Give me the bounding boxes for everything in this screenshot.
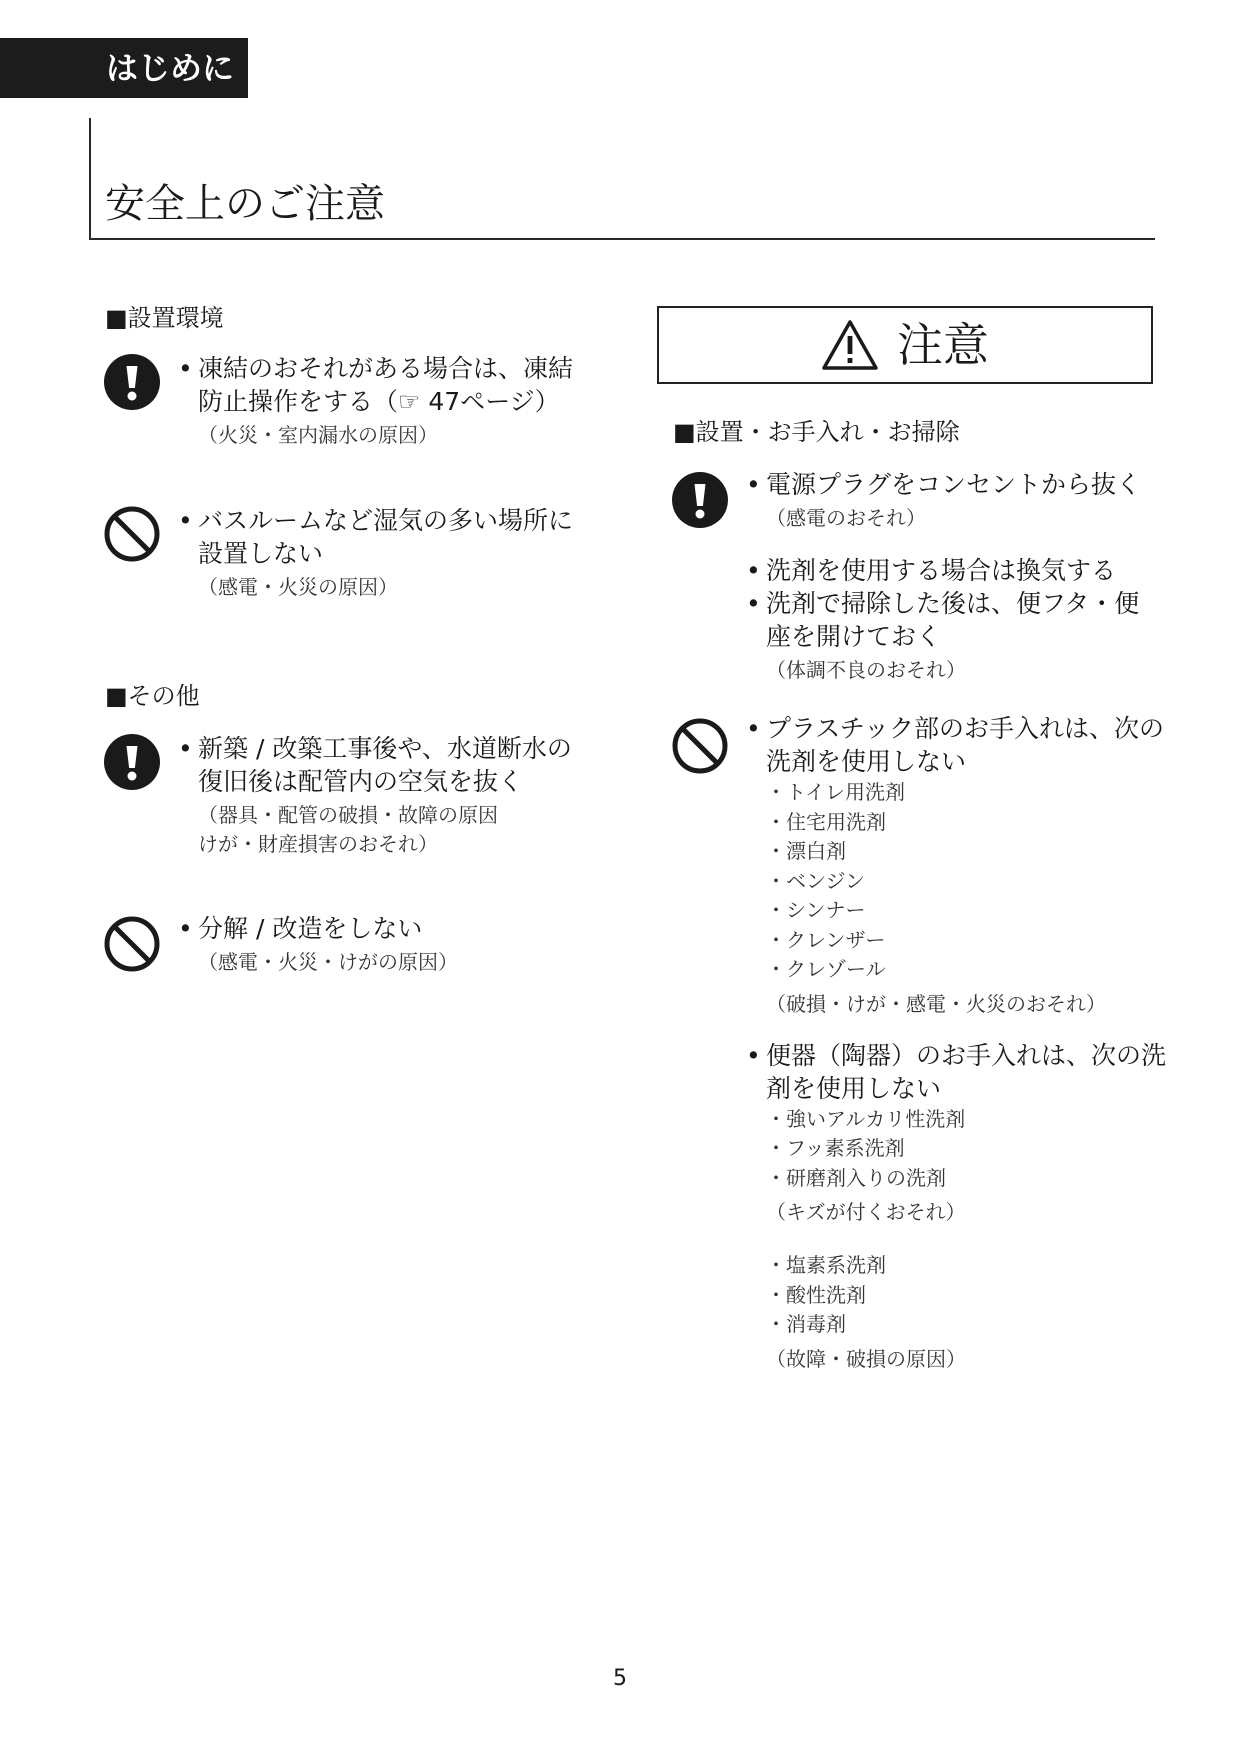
list-item: ・塩素系洗剤 xyxy=(766,1253,886,1277)
other-item-disassemble-note: （感電・火災・けがの原因） xyxy=(198,950,458,974)
page-title: 安全上のご注意 xyxy=(105,181,385,227)
title-vertical-rule xyxy=(89,118,91,240)
list-item: ・クレンザー xyxy=(766,927,886,952)
unplug-item: • 電源プラグをコンセントから抜く xyxy=(746,468,1166,501)
cleaning-group-prohibited xyxy=(746,712,1166,1374)
installation-item-freeze: • 凍結のおそれがある場合は、凍結 防止操作をする（☞ 47ページ） （火災・室内漏水の原因） xyxy=(178,352,598,450)
list-item: ・研磨剤入りの洗剤 xyxy=(766,1165,946,1190)
list-item: ・ベンジン xyxy=(766,868,865,893)
section-tab: はじめに xyxy=(0,38,248,98)
mandatory-icon xyxy=(672,472,728,528)
prohibited-icon xyxy=(104,506,160,562)
warning-triangle-icon xyxy=(821,319,879,371)
list-item: ・シンナー xyxy=(766,898,866,922)
cleaning-heading: ■設置・お手入れ・お掃除 xyxy=(673,418,960,446)
other-item-air-note: （器具・配管の破損・故障の原因 けが・財産損害のおそれ） xyxy=(198,803,498,856)
scratch-note: （キズが付くおそれ） xyxy=(766,1200,966,1224)
caution-box xyxy=(657,306,1153,384)
ventilate-item: • 洗剤を使用する場合は換気する xyxy=(746,554,1166,587)
open-lid-note: （体調不良のおそれ） xyxy=(766,658,966,682)
installation-item-humidity-note: （感電・火災の原因） xyxy=(198,575,398,599)
installation-item-freeze-note: （火災・室内漏水の原因） xyxy=(198,423,438,447)
caution-label: 注意 xyxy=(897,318,989,372)
bowl-detergent-list xyxy=(746,1105,1166,1374)
mandatory-icon xyxy=(104,354,160,410)
damage-note: （故障・破損の原因） xyxy=(766,1346,966,1371)
toilet-bowl-item: • 便器（陶器）のお手入れは、次の洗 剤を使用しない xyxy=(746,1039,1166,1105)
plastic-item: • プラスチック部のお手入れは、次の 洗剤を使用しない xyxy=(746,712,1166,778)
page-number: 5 xyxy=(613,1666,627,1691)
list-item: ・トイレ用洗剤 xyxy=(766,780,905,804)
prohibited-icon xyxy=(672,718,728,774)
mandatory-icon xyxy=(104,734,160,790)
list-item: ・フッ素系洗剤 xyxy=(766,1136,905,1160)
other-item-disassemble: • 分解 / 改造をしない （感電・火災・けがの原因） xyxy=(178,912,598,977)
list-item: ・消毒剤 xyxy=(766,1312,846,1336)
list-item: ・酸性洗剤 xyxy=(766,1282,866,1307)
list-item: ・漂白剤 xyxy=(766,839,846,863)
cleaning-group-mandatory xyxy=(746,468,1166,685)
other-item-air: • 新築 / 改築工事後や、水道断水の 復旧後は配管内の空気を抜く （器具・配管の破損・故障の原因 けが・財産損害のおそれ） xyxy=(178,732,598,859)
unplug-note: （感電のおそれ） xyxy=(766,506,926,530)
plastic-detergent-list xyxy=(746,778,1166,1019)
installation-heading: ■設置環境 xyxy=(105,304,224,332)
list-item: ・強いアルカリ性洗剤 xyxy=(766,1106,966,1131)
prohibited-icon xyxy=(104,916,160,972)
open-lid-item: • 洗剤で掃除した後は、便フタ・便 座を開けておく xyxy=(746,587,1166,653)
title-underline xyxy=(89,238,1155,240)
list-item: ・住宅用洗剤 xyxy=(766,809,886,834)
plastic-note: （破損・けが・感電・火災のおそれ） xyxy=(766,991,1106,1016)
list-item: ・クレゾール xyxy=(766,957,886,981)
other-heading: ■その他 xyxy=(105,682,200,710)
installation-item-humidity: • バスルームなど湿気の多い場所に 設置しない （感電・火災の原因） xyxy=(178,504,598,602)
